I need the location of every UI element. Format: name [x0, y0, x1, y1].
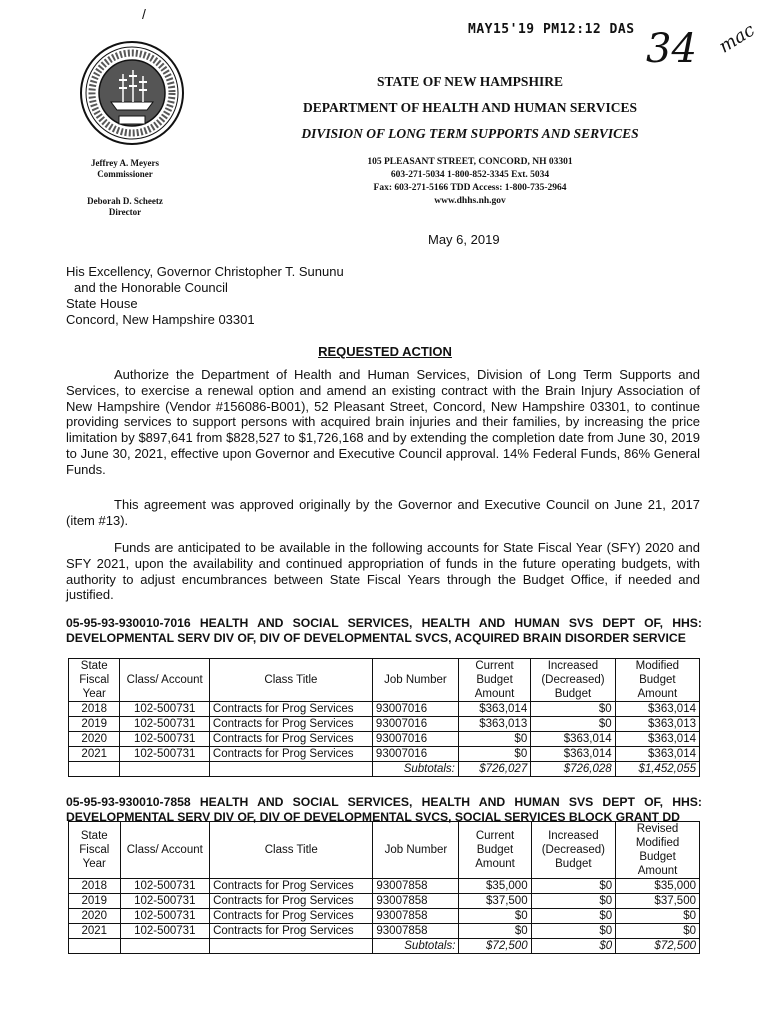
paragraph-authorization: Authorize the Department of Health and Human Services, Division of Long Term Supports and Services, to exercise a renewal option and amend an existing contract with the Brain Injury Association of New Hampshire (Vendor #156086-B001), 52 Pleasant Street, Concord, New Hampshire 03301, to continue providing services to support persons with acquired brain injuries and their families, by increasing the price limitation by $897,641 from $828,527 to $1,726,168 and by extending the completion date from June 30, 2019 to June 30, 2021, effective upon Governor and Executive Council approval. 14% Federal Funds, 86% General Funds. [66, 367, 700, 477]
subtotal-row [69, 939, 700, 954]
table-header-row [69, 822, 700, 879]
cell-modified: $37,500 [616, 894, 700, 909]
table-row [69, 924, 700, 939]
cell-change: $363,014 [531, 747, 615, 762]
col-header-title: Class Title [210, 822, 373, 879]
cell-change: $0 [531, 717, 615, 732]
cell-job: 93007016 [372, 732, 458, 747]
col-header-change: Increased (Decreased) Budget [531, 822, 616, 879]
handwritten-item-number: 34 [646, 26, 697, 72]
col-header-modified: Modified Budget Amount [615, 659, 699, 702]
cell-title: Contracts for Prog Services [210, 879, 373, 894]
director-name: Deborah D. Scheetz [87, 196, 163, 206]
cell-job: 93007016 [372, 702, 458, 717]
cell-empty [120, 939, 210, 954]
cell-year: 2021 [69, 924, 121, 939]
letter-date: May 6, 2019 [428, 232, 500, 247]
director-title: Director [108, 207, 142, 217]
tick-mark: / [142, 6, 146, 22]
cell-job: 93007858 [373, 909, 459, 924]
cell-modified: $363,013 [615, 717, 699, 732]
addressee-line: His Excellency, Governor Christopher T. Sununu [66, 264, 344, 279]
cell-year: 2018 [69, 879, 121, 894]
table-row [69, 732, 700, 747]
received-stamp: MAY15'19 PM12:12 DAS [468, 22, 635, 37]
cell-modified: $363,014 [615, 702, 699, 717]
cell-current: $0 [458, 747, 530, 762]
cell-class: 102-500731 [120, 732, 209, 747]
cell-class: 102-500731 [120, 879, 210, 894]
col-header-class: Class/ Account [120, 822, 210, 879]
subtotal-modified: $1,452,055 [615, 762, 699, 777]
address-street: 105 PLEASANT STREET, CONCORD, NH 03301 [367, 157, 573, 167]
cell-current: $0 [458, 732, 530, 747]
cell-current: $363,013 [458, 717, 530, 732]
cell-class: 102-500731 [120, 747, 209, 762]
subtotal-modified: $72,500 [616, 939, 700, 954]
col-header-year: State Fiscal Year [69, 822, 121, 879]
cell-modified: $363,014 [615, 732, 699, 747]
cell-title: Contracts for Prog Services [209, 717, 372, 732]
cell-current: $37,500 [459, 894, 531, 909]
col-header-job: Job Number [372, 659, 458, 702]
cell-change: $0 [531, 702, 615, 717]
account-title-7016: 05-95-93-930010-7016 HEALTH AND SOCIAL SERVICES, HEALTH AND HUMAN SVS DEPT OF, HHS: DEVELOPMENTAL SERV DIV OF, DIV OF DEVELOPMENTAL SVCS, ACQUIRED BRAIN DISORDER SERVICE [66, 616, 702, 645]
cell-empty [209, 762, 372, 777]
cell-modified: $363,014 [615, 747, 699, 762]
table-header-row [69, 659, 700, 702]
col-header-job: Job Number [373, 822, 459, 879]
cell-class: 102-500731 [120, 909, 210, 924]
cell-modified: $35,000 [616, 879, 700, 894]
col-header-class: Class/ Account [120, 659, 209, 702]
col-header-current: Current Budget Amount [458, 659, 530, 702]
col-header-modified: Revised Modified Budget Amount [616, 822, 700, 879]
commissioner-block [60, 158, 190, 180]
col-header-year: State Fiscal Year [69, 659, 120, 702]
cell-year: 2020 [69, 732, 120, 747]
subtotal-label: Subtotals: [373, 939, 459, 954]
table-row [69, 717, 700, 732]
address-phone: 603-271-5034 1-800-852-3345 Ext. 5034 [390, 170, 550, 180]
department-name: DEPARTMENT OF HEALTH AND HUMAN SERVICES [303, 100, 637, 115]
addressee-block [66, 264, 344, 328]
budget-table-7016 [68, 658, 700, 777]
division-name: DIVISION OF LONG TERM SUPPORTS AND SERVICES [301, 126, 639, 141]
cell-job: 93007016 [372, 717, 458, 732]
addressee-line: State House [66, 296, 138, 311]
table-row [69, 909, 700, 924]
cell-year: 2019 [69, 894, 121, 909]
col-header-change: Increased (Decreased) Budget [531, 659, 615, 702]
department-address [260, 156, 680, 208]
col-header-current: Current Budget Amount [459, 822, 531, 879]
subtotal-current: $726,027 [458, 762, 530, 777]
cell-empty [69, 762, 120, 777]
addressee-line: Concord, New Hampshire 03301 [66, 312, 255, 327]
cell-current: $363,014 [458, 702, 530, 717]
cell-modified: $0 [616, 909, 700, 924]
subtotal-change: $726,028 [531, 762, 615, 777]
cell-title: Contracts for Prog Services [209, 702, 372, 717]
cell-class: 102-500731 [120, 924, 210, 939]
address-website: www.dhhs.nh.gov [434, 196, 506, 206]
subtotal-current: $72,500 [459, 939, 531, 954]
paragraph-funding: Funds are anticipated to be available in the following accounts for State Fiscal Year (SFY) 2020 and SFY 2021, upon the availability and continued appropriation of funds in the future operating budgets, with authority to adjust encumbrances between State Fiscal Years through the Budget Office, if needed and justified. [66, 540, 700, 603]
cell-current: $35,000 [459, 879, 531, 894]
cell-empty [69, 939, 121, 954]
handwritten-initials: mac [715, 19, 759, 58]
table-row [69, 879, 700, 894]
cell-empty [120, 762, 209, 777]
state-name: STATE OF NEW HAMPSHIRE [377, 74, 563, 89]
cell-year: 2019 [69, 717, 120, 732]
cell-job: 93007858 [373, 879, 459, 894]
cell-year: 2021 [69, 747, 120, 762]
cell-title: Contracts for Prog Services [209, 732, 372, 747]
cell-title: Contracts for Prog Services [210, 909, 373, 924]
subtotal-change: $0 [531, 939, 616, 954]
cell-year: 2018 [69, 702, 120, 717]
cell-title: Contracts for Prog Services [209, 747, 372, 762]
requested-action-heading: REQUESTED ACTION [318, 344, 452, 359]
cell-change: $0 [531, 879, 616, 894]
cell-job: 93007858 [373, 894, 459, 909]
table-row [69, 702, 700, 717]
commissioner-name: Jeffrey A. Meyers [90, 158, 160, 168]
cell-change: $0 [531, 894, 616, 909]
account-title-7858: 05-95-93-930010-7858 HEALTH AND SOCIAL SERVICES, HEALTH AND HUMAN SVS DEPT OF, HHS: DEVELOPMENTAL SERV DIV OF, DIV OF DEVELOPMENTAL SVCS, SOCIAL SERVICES BLOCK GRANT DD [66, 795, 702, 824]
cell-class: 102-500731 [120, 894, 210, 909]
address-fax: Fax: 603-271-5166 TDD Access: 1-800-735-2964 [373, 183, 567, 193]
cell-class: 102-500731 [120, 702, 209, 717]
cell-modified: $0 [616, 924, 700, 939]
director-block [60, 196, 190, 218]
budget-table-7858 [68, 821, 700, 954]
paragraph-approval-history: This agreement was approved originally by the Governor and Executive Council on June 21, 2017 (item #13). [66, 497, 700, 528]
cell-class: 102-500731 [120, 717, 209, 732]
cell-title: Contracts for Prog Services [210, 894, 373, 909]
cell-change: $0 [531, 909, 616, 924]
cell-job: 93007858 [373, 924, 459, 939]
col-header-title: Class Title [209, 659, 372, 702]
cell-empty [210, 939, 373, 954]
cell-current: $0 [459, 909, 531, 924]
cell-change: $363,014 [531, 732, 615, 747]
cell-current: $0 [459, 924, 531, 939]
table-row [69, 747, 700, 762]
cell-job: 93007016 [372, 747, 458, 762]
table-row [69, 894, 700, 909]
subtotal-row [69, 762, 700, 777]
subtotal-label: Subtotals: [372, 762, 458, 777]
cell-year: 2020 [69, 909, 121, 924]
state-seal-icon [79, 40, 185, 146]
cell-change: $0 [531, 924, 616, 939]
addressee-line: and the Honorable Council [74, 280, 228, 295]
commissioner-title: Commissioner [97, 169, 153, 179]
cell-title: Contracts for Prog Services [210, 924, 373, 939]
